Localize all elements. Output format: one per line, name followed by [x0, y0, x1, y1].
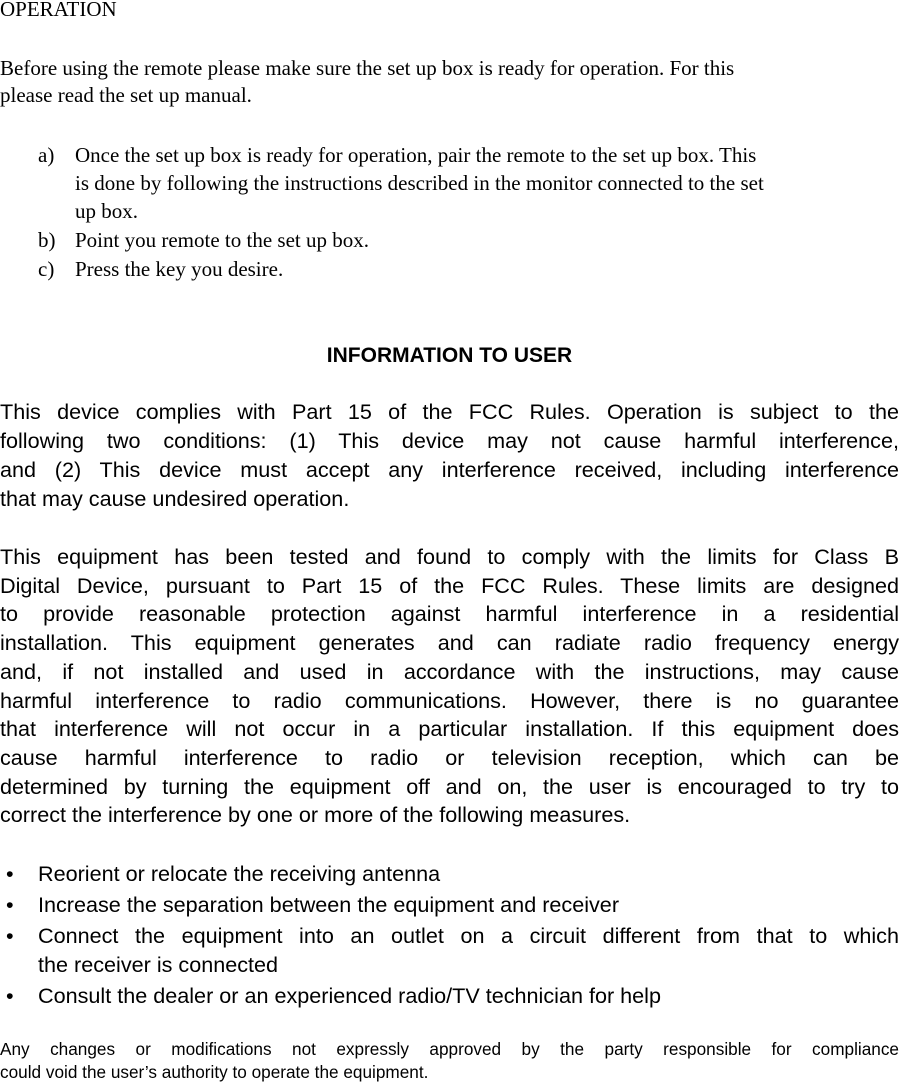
para-line: that may cause undesired operation.: [0, 486, 350, 511]
para-line: installation. This equipment generates and can radiate radio frequency energy: [0, 630, 899, 656]
measure-line: Reorient or relocate the receiving antenna: [38, 861, 441, 886]
para-line: and (2) This device must accept any interference received, including interference: [0, 457, 899, 482]
step-marker: b): [38, 228, 56, 252]
para-line: This equipment has been tested and found to comply with the limits for Class B: [0, 544, 899, 569]
para-line: to provide reasonable protection against harmful interference in a residential: [0, 601, 899, 627]
para-line: determined by turning the equipment off and on, the user is encouraged to try to: [0, 773, 899, 799]
measure-item: [0, 981, 899, 1010]
step-line: is done by following the instructions described in the monitor connected to the set: [75, 171, 764, 195]
para-line: following two conditions: (1) This device may not cause harmful interference,: [0, 428, 899, 453]
step-line: Once the set up box is ready for operation, pair the remote to the set up box. This: [75, 143, 757, 167]
step-line: up box.: [75, 199, 138, 223]
measure-item: [0, 921, 899, 979]
para-line: cause harmful interference to radio or television reception, which can be: [0, 744, 899, 770]
para-line: and, if not installed and used in accordance with the instructions, may cause: [0, 658, 899, 684]
warning-line: could void the user’s authority to operate the equipment.: [0, 1062, 429, 1082]
warning-line: Any changes or modifications not expressly approved by the party responsible for compliance: [0, 1039, 899, 1059]
intro-line: Before using the remote please make sure the set up box is ready for operation. For this: [0, 56, 735, 80]
para-line: that interference will not occur in a particular installation. If this equipment does: [0, 716, 899, 742]
compliance-warning: [0, 1038, 899, 1084]
para-line: correct the interference by one or more of the following measures.: [0, 802, 631, 828]
fcc-paragraph-2: [0, 543, 899, 830]
intro-line: please read the set up manual.: [0, 83, 252, 107]
operation-title: OPERATION: [0, 0, 117, 21]
step-marker: c): [38, 257, 55, 281]
step-line: Press the key you desire.: [75, 257, 284, 281]
measure-line: Connect the equipment into an outlet on a circuit different from that to which: [38, 923, 899, 948]
fcc-paragraph-1: [0, 397, 899, 513]
operation-intro: [0, 55, 899, 109]
step-marker: a): [38, 143, 55, 167]
info-heading: INFORMATION TO USER: [326, 344, 573, 367]
step-c: [0, 255, 899, 283]
step-b: [0, 226, 899, 254]
step-line: Point you remote to the set up box.: [75, 228, 369, 252]
measure-line: the receiver is connected: [38, 952, 279, 977]
para-line: harmful interference to radio communications. However, there is no guarantee: [0, 687, 899, 713]
bullet-icon: •: [6, 983, 14, 1008]
bullet-icon: •: [6, 861, 14, 886]
bullet-icon: •: [6, 923, 14, 948]
para-line: Digital Device, pursuant to Part 15 of the FCC Rules. These limits are designed: [0, 572, 899, 598]
measure-item: [0, 890, 899, 919]
measure-item: [0, 859, 899, 888]
measure-line: Increase the separation between the equipment and receiver: [38, 892, 620, 917]
measure-line: Consult the dealer or an experienced radio/TV technician for help: [38, 983, 661, 1008]
para-line: This device complies with Part 15 of the FCC Rules. Operation is subject to the: [0, 399, 899, 424]
bullet-icon: •: [6, 892, 14, 917]
step-a: [0, 141, 899, 225]
